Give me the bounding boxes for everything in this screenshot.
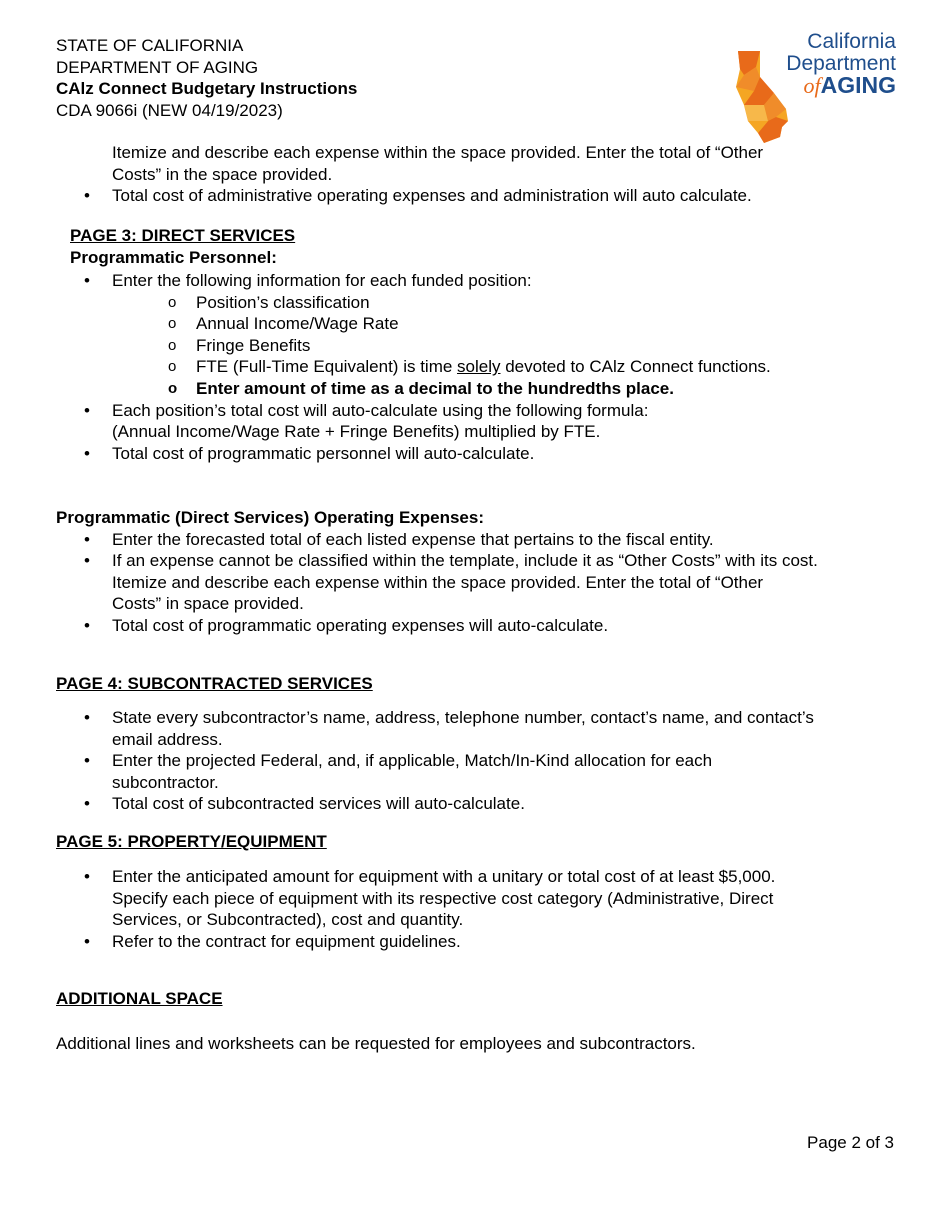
continued-text: Services, or Subcontracted), cost and quantity. <box>112 910 464 930</box>
bullet-item: • Each position’s total cost will auto-calculate using the following formula: <box>56 400 771 422</box>
top-section <box>56 142 763 207</box>
header-department: DEPARTMENT OF AGING <box>56 57 259 77</box>
continued-text: Costs” in the space provided. <box>112 164 333 184</box>
section-heading-page3 <box>70 225 295 268</box>
heading-text: ADDITIONAL SPACE <box>56 989 223 1008</box>
additional-text-block <box>56 1033 696 1055</box>
bullet-item: • Total cost of programmatic operating expenses will auto-calculate. <box>56 615 818 637</box>
bullet-item: • Total cost of administrative operating expenses and administration will auto calculate. <box>56 185 763 207</box>
header-title: CAlz Connect Budgetary Instructions <box>56 79 358 99</box>
heading-text: PAGE 5: PROPERTY/EQUIPMENT <box>56 832 327 851</box>
header-state: STATE OF CALIFORNIA <box>56 36 244 55</box>
sub-bullet-item: o FTE (Full-Time Equivalent) is time solely devoted to CAlz Connect functions. <box>56 356 771 378</box>
bullet-item: • Total cost of subcontracted services will auto-calculate. <box>56 793 814 815</box>
page-number: Page 2 of 3 <box>807 1133 894 1152</box>
continued-text: Specify each piece of equipment with its respective cost category (Administrative, Direct <box>112 888 774 908</box>
subheading-operating-expenses: Programmatic (Direct Services) Operating Expenses: <box>56 508 484 527</box>
sub-bullet-item: o Fringe Benefits <box>56 335 771 357</box>
underlined-word: solely <box>457 357 501 377</box>
cda-logo <box>732 31 902 135</box>
page3-personnel-list <box>56 270 771 464</box>
heading-text: PAGE 3: DIRECT SERVICES <box>70 226 296 245</box>
subheading-programmatic-personnel: Programmatic Personnel: <box>70 247 277 267</box>
california-map-icon <box>734 47 794 147</box>
logo-word-california: California <box>807 30 896 53</box>
bullet-item: • Enter the forecasted total of each listed expense that pertains to the fiscal entity. <box>56 529 818 551</box>
logo-word-of-aging <box>803 72 896 98</box>
bullet-item: • Enter the projected Federal, and, if applicable, Match/In-Kind allocation for each <box>56 750 814 772</box>
bullet-item: • Total cost of programmatic personnel will auto-calculate. <box>56 443 771 465</box>
section-heading-page4 <box>56 673 373 695</box>
sub-bullet-item: o Annual Income/Wage Rate <box>56 313 771 335</box>
logo-word-aging: AGING <box>820 72 896 98</box>
page5-list <box>56 866 775 952</box>
bullet-item: • Refer to the contract for equipment guidelines. <box>56 931 775 953</box>
bullet-item: • Enter the following information for each funded position: <box>56 270 771 292</box>
header-form-number: CDA 9066i (NEW 04/19/2023) <box>56 100 283 120</box>
continued-text: subcontractor. <box>112 772 219 792</box>
paragraph-text: Additional lines and worksheets can be requested for employees and subcontractors. <box>56 1034 696 1053</box>
continued-text: (Annual Income/Wage Rate + Fringe Benefits) multiplied by FTE. <box>112 422 601 442</box>
heading-text: PAGE 4: SUBCONTRACTED SERVICES <box>56 674 373 693</box>
bullet-item: • State every subcontractor’s name, address, telephone number, contact’s name, and contact’s <box>56 707 814 729</box>
logo-word-department: Department <box>786 52 896 75</box>
page4-list <box>56 707 814 815</box>
sub-bullet-item-bold: o Enter amount of time as a decimal to the hundredths place. <box>56 378 771 400</box>
section-heading-page5 <box>56 831 327 853</box>
logo-word-of: of <box>803 73 821 98</box>
bullet-item: • If an expense cannot be classified within the template, include it as “Other Costs” with its cost. <box>56 550 818 572</box>
bullet-item: • Enter the anticipated amount for equipment with a unitary or total cost of at least $5,000. <box>56 866 775 888</box>
page3-operating-expenses <box>56 507 818 637</box>
continued-text: Costs” in space provided. <box>112 594 304 614</box>
sub-bullet-item: o Position’s classification <box>56 292 771 314</box>
section-heading-additional <box>56 988 223 1010</box>
continued-text: Itemize and describe each expense within the space provided. Enter the total of “Other <box>112 572 764 592</box>
continued-text: email address. <box>112 729 223 749</box>
document-header <box>56 35 357 121</box>
continued-text: Itemize and describe each expense within the space provided. Enter the total of “Other <box>112 143 764 162</box>
